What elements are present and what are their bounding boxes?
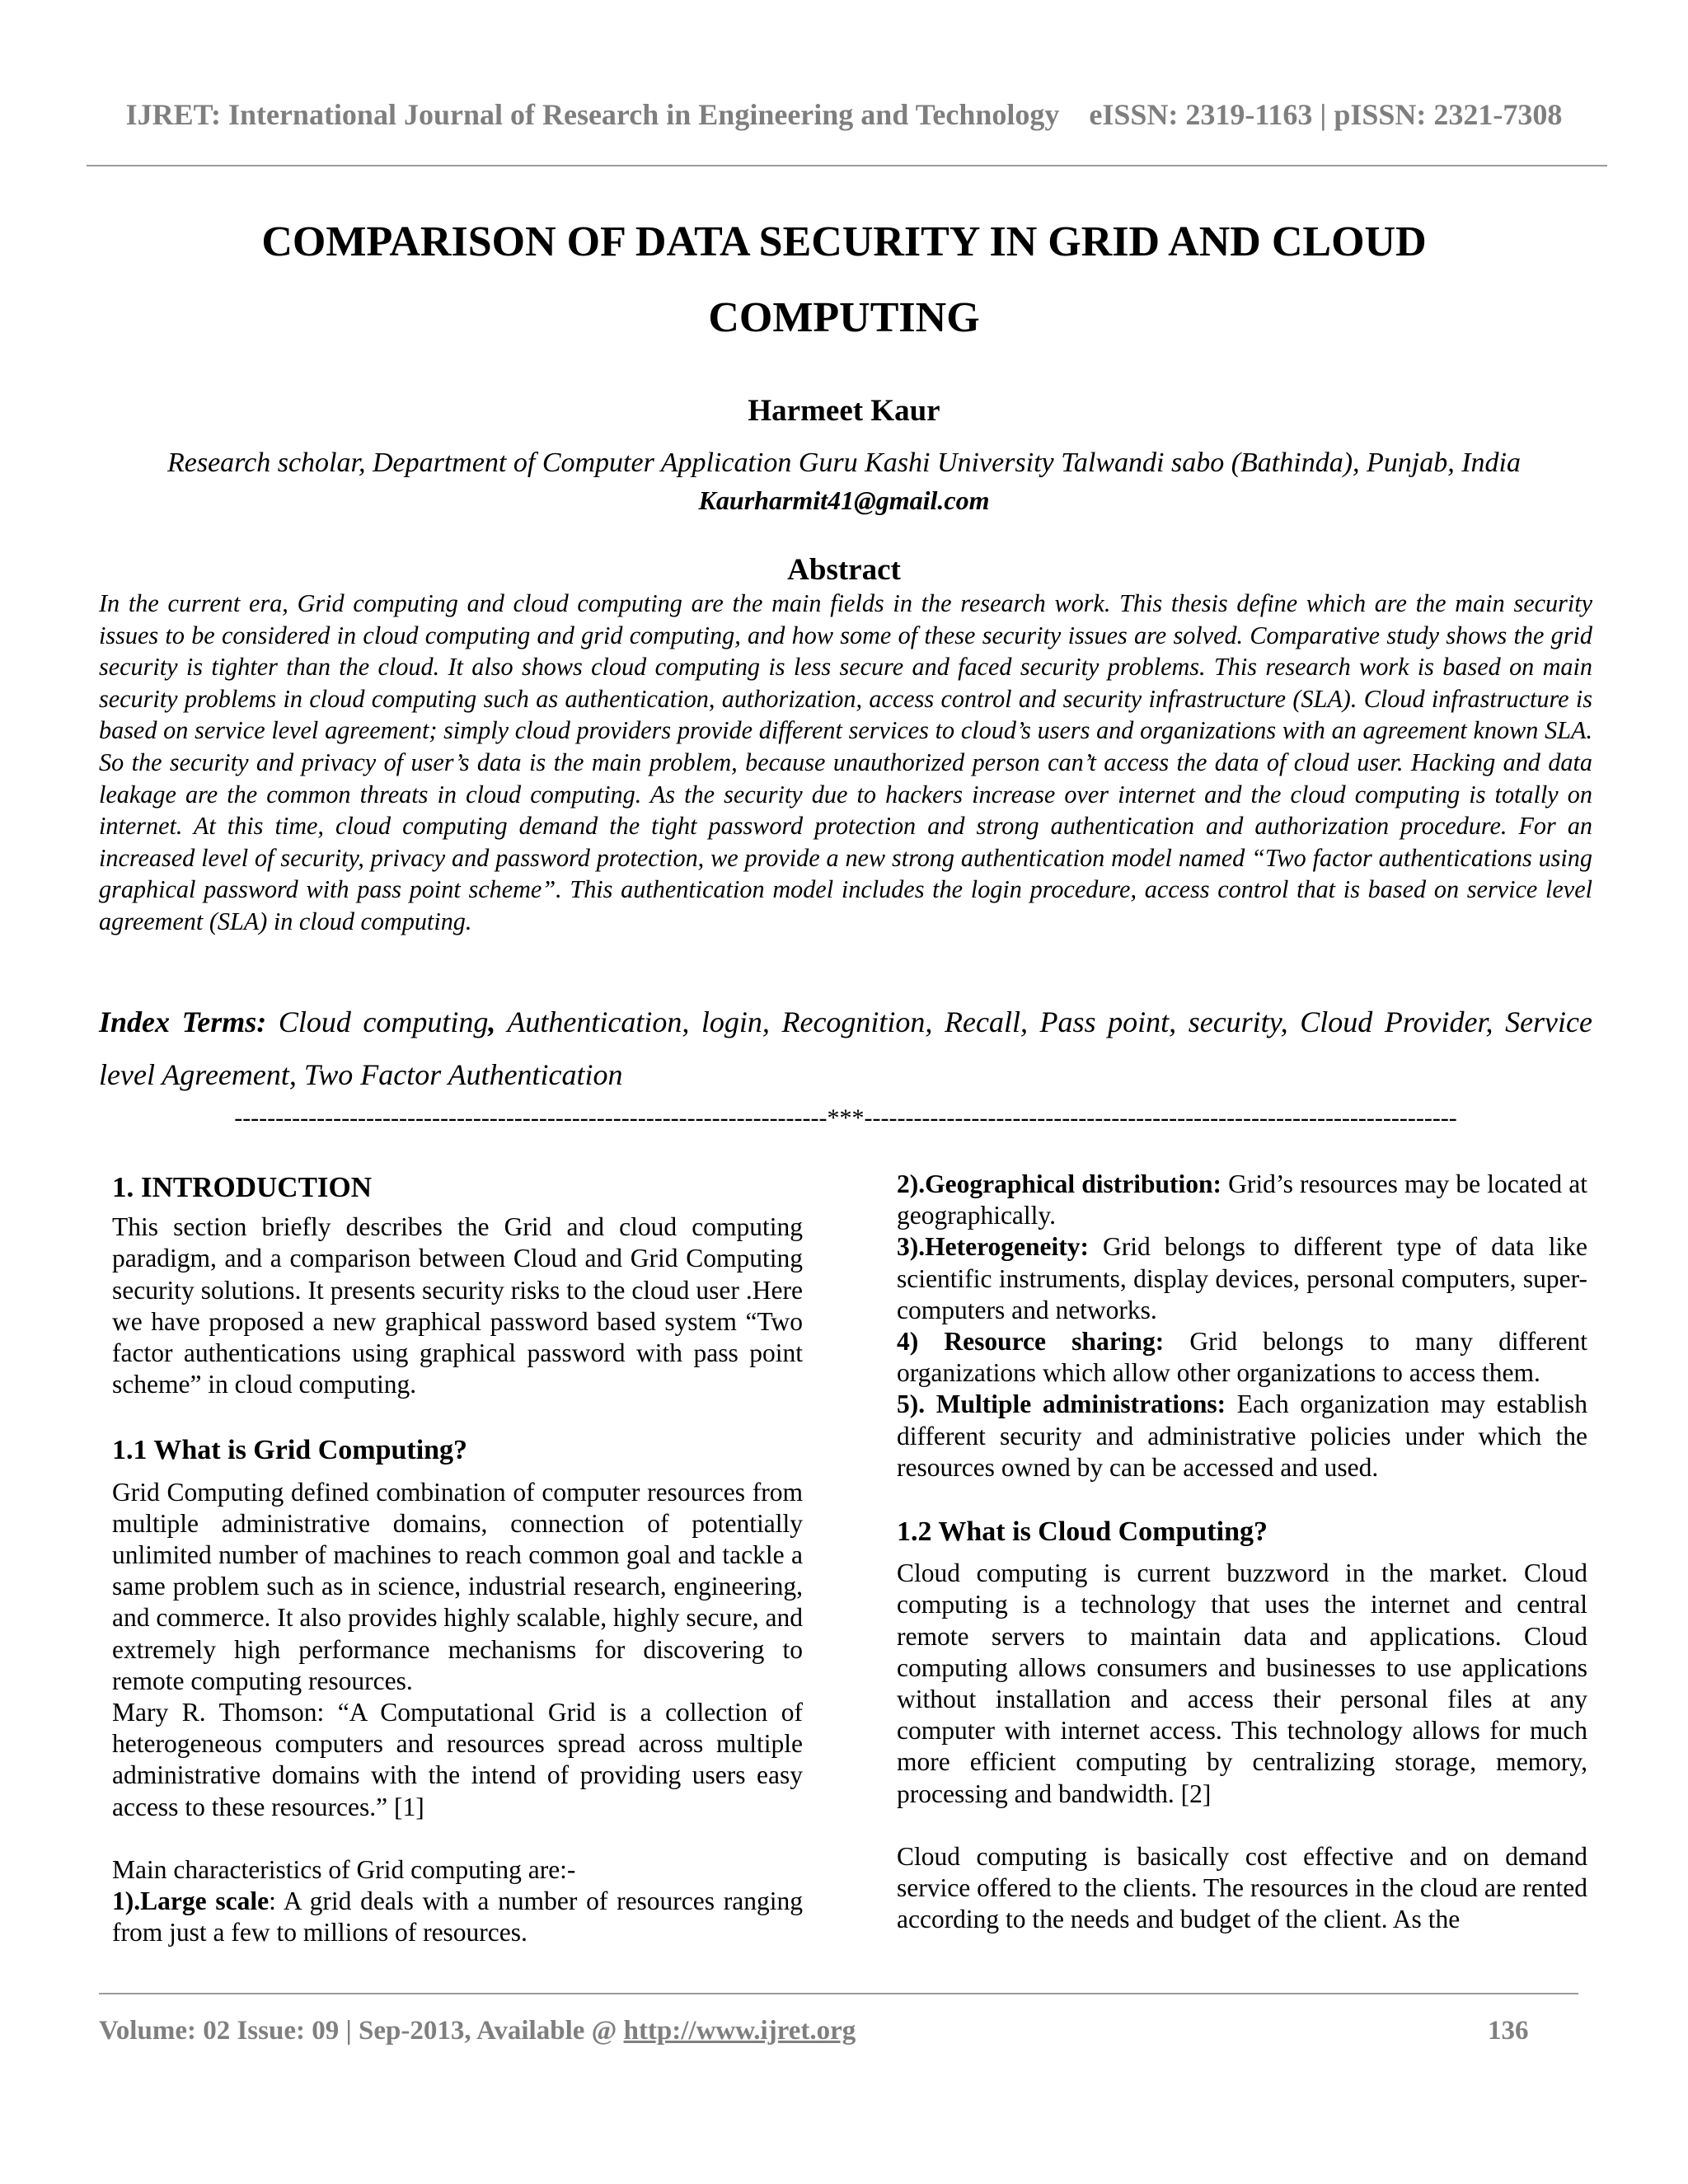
characteristics-intro: Main characteristics of Grid computing are:- <box>112 1854 576 1884</box>
title-line-1: COMPARISON OF DATA SECURITY IN GRID AND CLOUD <box>261 218 1427 265</box>
characteristic-item-5 <box>897 1389 1587 1483</box>
characteristic-item-2 <box>897 1169 1587 1231</box>
characteristic-item-4 <box>897 1326 1587 1389</box>
header-rule <box>87 165 1607 166</box>
paper-title <box>82 204 1606 356</box>
item-5-text: Each organization may establish different security and administrative policies under which the resources owned by can be accessed and used. <box>897 1390 1587 1482</box>
intro-paragraph: This section briefly describes the Grid and cloud computing paradigm, and a comparison between Cloud and Grid Computing security solutions. It presents security risks to the cloud user .Here we have proposed a new graphical password based system “Two factor authentications using graphical password with pass point scheme” in cloud computing. <box>112 1212 803 1399</box>
author-affiliation: Research scholar, Department of Computer Application Guru Kashi University Talwandi sabo (Bathinda), Punjab, India <box>166 448 1521 478</box>
cloud-paragraph-1: Cloud computing is current buzzword in the market. Cloud computing is a technology that uses the internet and central remote servers to maintain data and applications. Cloud computing allows consumers and businesses to use applications without installation and access their personal files at any computer with internet access. This technology allows for much more efficient computing by centralizing storage, memory, processing and bandwidth. [2] <box>897 1558 1587 1808</box>
section-separator: ------------------------------------------------------------------------***------------------------------------------------------------------------ <box>234 1104 1457 1132</box>
abstract-heading: Abstract <box>787 553 901 587</box>
item-5-label: 5). Multiple administrations: <box>897 1390 1226 1419</box>
item-3-label: 3).Heterogeneity: <box>897 1232 1089 1262</box>
index-terms-label: Index Terms: <box>99 1005 267 1038</box>
footer-rule <box>99 1993 1578 1994</box>
item-1-label: 1).Large scale <box>112 1886 270 1916</box>
running-header <box>0 97 1688 132</box>
author-name: Harmeet Kaur <box>748 394 940 428</box>
cloud-heading: 1.2 What is Cloud Computing? <box>897 1516 1268 1548</box>
abstract-text: In the current era, Grid computing and cloud computing are the main fields in the research work. This thesis define which are the main security issues to be considered in cloud computing and grid computing, and how some of these security issues are solved. Comparative study shows the grid security is tighter than the cloud. It also shows cloud computing is less secure and faced security problems. This research work is based on main security problems in cloud computing such as authentication, authorization, access control and security infrastructure (SLA). Cloud infrastructure is based on service level agreement; simply cloud providers provide different services to cloud’s users and organizations with an agreement known SLA. So the security and privacy of user’s data is the main problem, because unauthorized person can’t access the data of cloud user. Hacking and data leakage are the common threats in cloud computing. As the security due to hackers increase over internet and the cloud computing is totally on internet. At this time, cloud computing demand the tight password protection and strong authentication and authorization procedure. For an increased level of security, privacy and password protection, we provide a new strong authentication model named “Two factor authentications using graphical password with pass point scheme”. This authentication model includes the login procedure, access control that is based on service level agreement (SLA) in cloud computing. <box>99 589 1592 935</box>
title-line-2: COMPUTING <box>708 294 980 341</box>
item-2-text: Grid’s resources may be located at geographically. <box>897 1169 1587 1230</box>
journal-name: IJRET: International Journal of Research in Engineering and Technology <box>125 98 1060 131</box>
characteristic-item-1 <box>112 1886 803 1948</box>
page-number: 136 <box>1488 2016 1529 2046</box>
grid-paragraph: Grid Computing defined combination of computer resources from multiple administrative domains, connection of potentially unlimited number of machines to reach common goal and tackle a same problem such as in science, industrial research, engineering, and commerce. It also provides highly scalable, highly secure, and extremely high performance mechanisms for discovering to remote computing resources. <box>112 1477 803 1695</box>
index-terms-rest: Authentication, login, Recognition, Recall, Pass point, security, Cloud Provider, Service level Agreement, Two Factor Authentication <box>99 1005 1592 1091</box>
grid-quote: Mary R. Thomson: “A Computational Grid is a collection of heterogeneous computers and resources spread across multiple administrative domains with the intend of providing users easy access to these resources.” [1] <box>112 1698 803 1821</box>
item-4-label: 4) Resource sharing: <box>897 1327 1165 1357</box>
cloud-paragraph-2: Cloud computing is basically cost effective and on demand service offered to the clients. The resources in the cloud are rented according to the needs and budget of the client. As the <box>897 1841 1587 1934</box>
issn: eISSN: 2319-1163 | pISSN: 2321-7308 <box>1089 98 1563 131</box>
item-3-text: Grid belongs to different type of data like scientific instruments, display devices, personal computers, super-computers and networks. <box>897 1232 1587 1324</box>
left-column <box>112 1172 803 1948</box>
item-4-text: Grid belongs to many different organizations which allow other organizations to access them. <box>897 1327 1587 1388</box>
characteristic-item-3 <box>897 1231 1587 1326</box>
intro-heading: 1. INTRODUCTION <box>112 1171 373 1203</box>
grid-heading: 1.1 What is Grid Computing? <box>112 1435 468 1466</box>
item-1-text: : A grid deals with a number of resources ranging from just a few to millions of resources. <box>112 1886 803 1947</box>
right-column <box>897 1169 1587 1935</box>
index-terms: Index Terms: Cloud computing, Authentication, login, Recognition, Recall, Pass point, security, Cloud Provider, Service level Agreement, Two Factor Authentication <box>99 1005 1592 1091</box>
journal-url-link[interactable]: http://www.ijret.org <box>623 2016 856 2046</box>
author-email: Kaurharmit41@gmail.com <box>698 485 990 515</box>
footer-volume-info <box>99 2016 856 2046</box>
footer-volume: Volume: 02 Issue: 09 | Sep-2013, Available @ <box>99 2016 624 2046</box>
item-2-label: 2).Geographical distribution: <box>897 1169 1221 1198</box>
index-terms-first: Cloud computing <box>278 1005 489 1038</box>
